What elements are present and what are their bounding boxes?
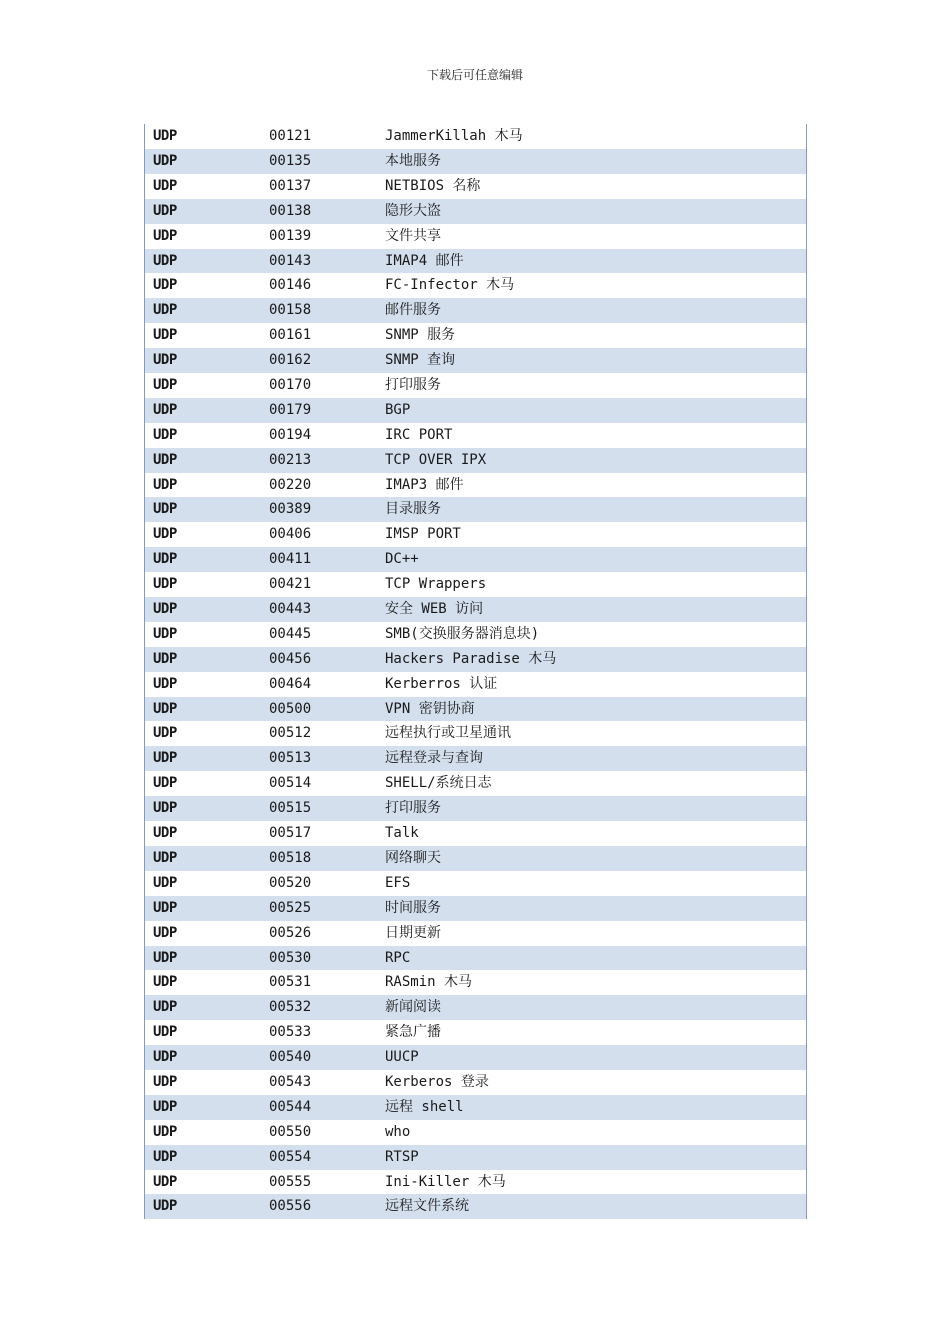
- port-cell: 00544: [269, 1098, 312, 1115]
- protocol-cell: UDP: [153, 1073, 177, 1090]
- port-cell: 00550: [269, 1123, 312, 1140]
- description-cell: 文件共享: [385, 227, 441, 244]
- table-row: [145, 124, 806, 149]
- protocol-cell: UDP: [153, 1148, 177, 1165]
- table-row: [145, 597, 806, 622]
- description-cell: 日期更新: [385, 924, 441, 941]
- description-cell: who: [385, 1123, 411, 1140]
- port-cell: 00194: [269, 426, 312, 443]
- description-cell: Kerberos 登录: [385, 1073, 489, 1090]
- port-cell: 00135: [269, 153, 312, 169]
- port-cell: 00443: [269, 601, 312, 618]
- port-cell: 00512: [269, 725, 312, 742]
- protocol-cell: UDP: [153, 401, 177, 418]
- table-row: [145, 473, 806, 498]
- description-cell: 远程登录与查询: [385, 750, 483, 767]
- description-cell: Hackers Paradise 木马: [385, 650, 557, 667]
- port-cell: 00540: [269, 1049, 312, 1066]
- port-cell: 00406: [269, 526, 312, 543]
- port-cell: 00515: [269, 800, 312, 817]
- protocol-cell: UDP: [153, 974, 177, 991]
- description-cell: 远程执行或卫星通讯: [385, 725, 511, 742]
- protocol-cell: UDP: [153, 849, 177, 866]
- table-row: [145, 1095, 806, 1120]
- table-row: [145, 771, 806, 796]
- protocol-cell: UDP: [153, 526, 177, 543]
- table-row: [145, 1145, 806, 1170]
- protocol-cell: UDP: [153, 1123, 177, 1140]
- protocol-cell: UDP: [153, 576, 177, 593]
- protocol-cell: UDP: [153, 725, 177, 742]
- port-cell: 00532: [269, 999, 312, 1016]
- protocol-cell: UDP: [153, 625, 177, 642]
- description-cell: IMAP4 邮件: [385, 252, 464, 269]
- port-cell: 00161: [269, 327, 312, 344]
- port-cell: 00146: [269, 277, 312, 294]
- description-cell: RTSP: [385, 1148, 419, 1165]
- port-cell: 00514: [269, 775, 312, 792]
- port-cell: 00220: [269, 476, 312, 493]
- protocol-cell: UDP: [153, 227, 177, 244]
- protocol-cell: UDP: [153, 874, 177, 891]
- protocol-cell: UDP: [153, 700, 177, 717]
- port-cell: 00526: [269, 924, 312, 941]
- port-cell: 00213: [269, 451, 312, 468]
- port-cell: 00143: [269, 252, 312, 269]
- protocol-cell: UDP: [153, 899, 177, 916]
- port-cell: 00421: [269, 576, 312, 593]
- port-cell: 00445: [269, 625, 312, 642]
- port-cell: 00555: [269, 1173, 312, 1190]
- protocol-cell: UDP: [153, 426, 177, 443]
- description-cell: 本地服务: [385, 153, 441, 169]
- description-cell: Talk: [385, 825, 419, 842]
- table-row: [145, 697, 806, 722]
- protocol-cell: UDP: [153, 202, 177, 219]
- table-row: [145, 672, 806, 697]
- table-row: [145, 497, 806, 522]
- description-cell: EFS: [385, 874, 411, 891]
- description-cell: RPC: [385, 949, 411, 966]
- table-row: [145, 174, 806, 199]
- description-cell: SNMP 服务: [385, 327, 456, 344]
- table-row: [145, 224, 806, 249]
- table-row: [145, 199, 806, 224]
- table-row: [145, 647, 806, 672]
- table-row: [145, 846, 806, 871]
- port-cell: 00520: [269, 874, 312, 891]
- protocol-cell: UDP: [153, 999, 177, 1016]
- description-cell: Ini-Killer 木马: [385, 1173, 506, 1190]
- port-cell: 00158: [269, 302, 312, 319]
- port-cell: 00525: [269, 899, 312, 916]
- table-row: [145, 323, 806, 348]
- protocol-cell: UDP: [153, 1024, 177, 1041]
- protocol-cell: UDP: [153, 302, 177, 319]
- table-row: [145, 1045, 806, 1070]
- port-cell: 00162: [269, 352, 312, 369]
- description-cell: 目录服务: [385, 501, 441, 518]
- description-cell: NETBIOS 名称: [385, 177, 481, 194]
- table-row: [145, 522, 806, 547]
- port-table: [144, 124, 807, 1219]
- table-row: [145, 921, 806, 946]
- table-row: [145, 547, 806, 572]
- protocol-cell: UDP: [153, 1098, 177, 1115]
- port-cell: 00543: [269, 1073, 312, 1090]
- protocol-cell: UDP: [153, 252, 177, 269]
- table-row: [145, 1070, 806, 1095]
- table-row: [145, 448, 806, 473]
- description-cell: IRC PORT: [385, 426, 453, 443]
- table-row: [145, 896, 806, 921]
- protocol-cell: UDP: [153, 800, 177, 817]
- table-row: [145, 398, 806, 423]
- table-row: [145, 273, 806, 298]
- port-cell: 00500: [269, 700, 312, 717]
- description-cell: 打印服务: [385, 377, 441, 394]
- protocol-cell: UDP: [153, 1198, 177, 1215]
- protocol-cell: UDP: [153, 750, 177, 767]
- port-cell: 00137: [269, 177, 312, 194]
- description-cell: UUCP: [385, 1049, 419, 1066]
- page-header: 下载后可任意编辑: [426, 68, 523, 82]
- description-cell: JammerKillah 木马: [385, 128, 523, 145]
- table-row: [145, 970, 806, 995]
- protocol-cell: UDP: [153, 675, 177, 692]
- table-row: [145, 298, 806, 323]
- table-row: [145, 1194, 806, 1219]
- port-cell: 00556: [269, 1198, 312, 1215]
- port-cell: 00170: [269, 377, 312, 394]
- protocol-cell: UDP: [153, 650, 177, 667]
- description-cell: IMSP PORT: [385, 526, 461, 543]
- protocol-cell: UDP: [153, 775, 177, 792]
- description-cell: 时间服务: [385, 899, 441, 916]
- port-cell: 00389: [269, 501, 312, 518]
- port-cell: 00138: [269, 202, 312, 219]
- description-cell: SHELL/系统日志: [385, 775, 492, 792]
- port-cell: 00121: [269, 128, 312, 145]
- description-cell: SMB(交换服务器消息块): [385, 625, 540, 642]
- description-cell: 远程 shell: [385, 1098, 464, 1115]
- port-cell: 00531: [269, 974, 312, 991]
- port-cell: 00179: [269, 401, 312, 418]
- description-cell: DC++: [385, 551, 419, 568]
- protocol-cell: UDP: [153, 1173, 177, 1190]
- table-row: [145, 995, 806, 1020]
- protocol-cell: UDP: [153, 551, 177, 568]
- port-cell: 00518: [269, 849, 312, 866]
- protocol-cell: UDP: [153, 949, 177, 966]
- description-cell: 打印服务: [385, 800, 441, 817]
- description-cell: IMAP3 邮件: [385, 476, 464, 493]
- description-cell: TCP Wrappers: [385, 576, 487, 593]
- description-cell: 隐形大盗: [385, 202, 441, 219]
- description-cell: Kerberros 认证: [385, 675, 498, 692]
- description-cell: VPN 密钥协商: [385, 700, 475, 717]
- port-cell: 00554: [269, 1148, 312, 1165]
- table-row: [145, 348, 806, 373]
- port-cell: 00517: [269, 825, 312, 842]
- protocol-cell: UDP: [153, 1049, 177, 1066]
- table-row: [145, 622, 806, 647]
- table-row: [145, 821, 806, 846]
- port-cell: 00530: [269, 949, 312, 966]
- description-cell: 安全 WEB 访问: [385, 601, 484, 618]
- description-cell: 紧急广播: [385, 1024, 441, 1041]
- table-row: [145, 572, 806, 597]
- protocol-cell: UDP: [153, 128, 177, 145]
- description-cell: TCP OVER IPX: [385, 451, 487, 468]
- table-row: [145, 423, 806, 448]
- description-cell: 新闻阅读: [385, 999, 441, 1016]
- protocol-cell: UDP: [153, 924, 177, 941]
- port-cell: 00533: [269, 1024, 312, 1041]
- port-cell: 00139: [269, 227, 312, 244]
- port-cell: 00411: [269, 551, 312, 568]
- table-row: [145, 1170, 806, 1195]
- table-row: [145, 871, 806, 896]
- protocol-cell: UDP: [153, 377, 177, 394]
- description-cell: SNMP 查询: [385, 352, 456, 369]
- table-row: [145, 149, 806, 174]
- protocol-cell: UDP: [153, 601, 177, 618]
- protocol-cell: UDP: [153, 352, 177, 369]
- table-row: [145, 249, 806, 274]
- protocol-cell: UDP: [153, 177, 177, 194]
- description-cell: FC-Infector 木马: [385, 277, 515, 294]
- protocol-cell: UDP: [153, 501, 177, 518]
- table-row: [145, 1120, 806, 1145]
- description-cell: 邮件服务: [385, 302, 441, 319]
- description-cell: BGP: [385, 401, 411, 418]
- protocol-cell: UDP: [153, 327, 177, 344]
- table-row: [145, 746, 806, 771]
- table-row: [145, 721, 806, 746]
- description-cell: RASmin 木马: [385, 974, 473, 991]
- protocol-cell: UDP: [153, 476, 177, 493]
- table-row: [145, 796, 806, 821]
- description-cell: 网络聊天: [385, 849, 441, 866]
- protocol-cell: UDP: [153, 153, 177, 169]
- protocol-cell: UDP: [153, 451, 177, 468]
- protocol-cell: UDP: [153, 825, 177, 842]
- table-row: [145, 373, 806, 398]
- port-cell: 00456: [269, 650, 312, 667]
- description-cell: 远程文件系统: [385, 1198, 469, 1215]
- table-row: [145, 946, 806, 971]
- port-cell: 00464: [269, 675, 312, 692]
- port-cell: 00513: [269, 750, 312, 767]
- table-row: [145, 1020, 806, 1045]
- protocol-cell: UDP: [153, 277, 177, 294]
